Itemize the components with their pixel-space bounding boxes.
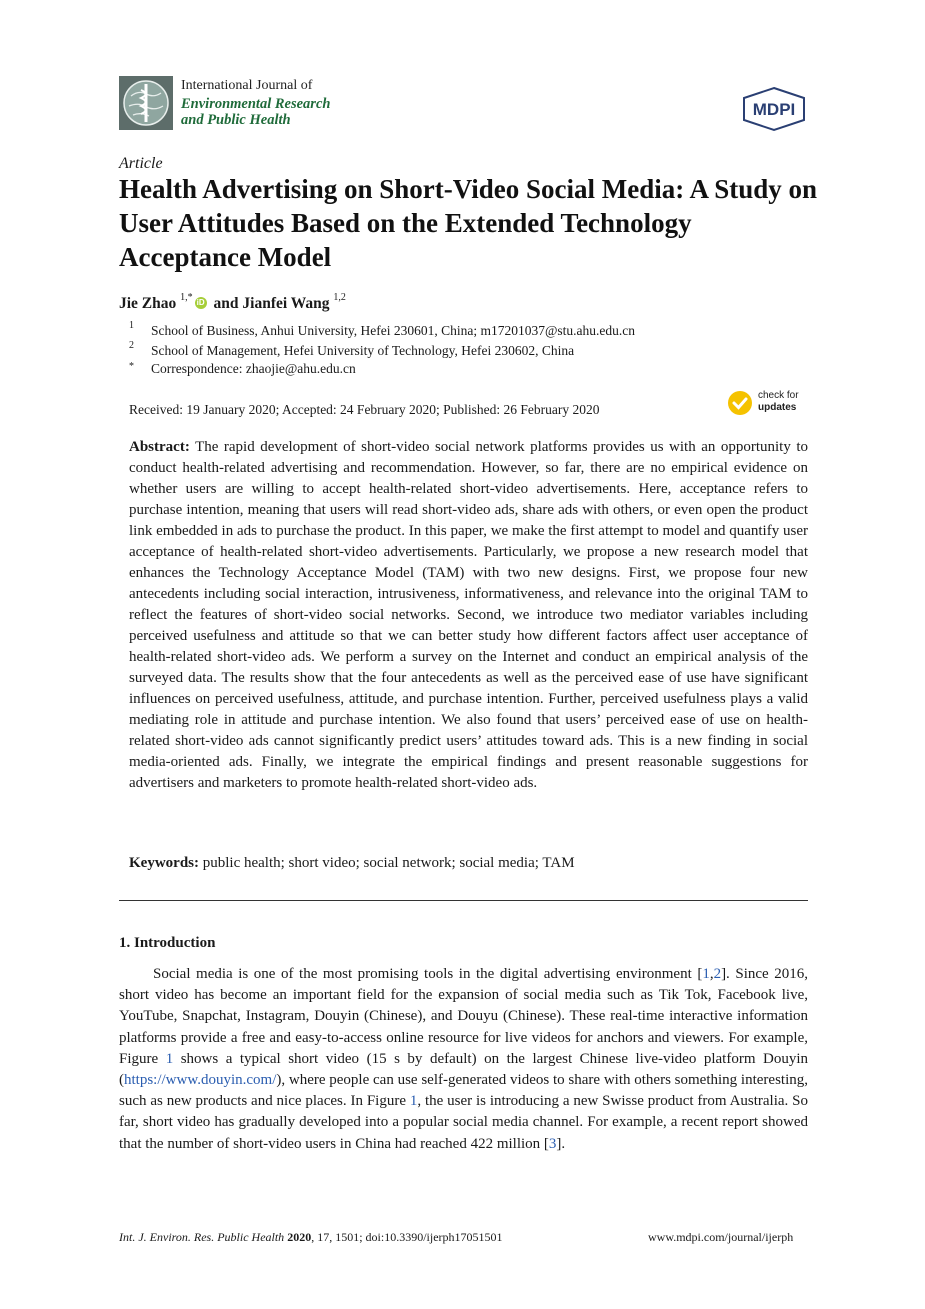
author-conjunction: and xyxy=(213,295,239,313)
checkmark-icon xyxy=(727,390,753,416)
affiliation-text: Correspondence: zhaojie@ahu.edu.cn xyxy=(151,361,356,376)
paragraph-text: ]. xyxy=(556,1135,566,1152)
journal-name-line3: and Public Health xyxy=(181,112,291,128)
journal-name-line1: International Journal of xyxy=(181,78,313,93)
publication-dates: Received: 19 January 2020; Accepted: 24 February 2020; Published: 26 February 2020 xyxy=(129,402,600,417)
author-name: Jie Zhao xyxy=(119,295,177,313)
keywords xyxy=(129,855,808,872)
abstract xyxy=(129,437,808,794)
author-list xyxy=(119,294,346,313)
paragraph-text: , the user is introducing a new Swisse product from Australia. So far, short video has gradually developed into a popular social media channel. For example, a recent report showed that the number of short-video users in China had reached 422 million [ xyxy=(119,1093,808,1152)
citation-link[interactable]: 3 xyxy=(548,1135,557,1152)
footer-journal-url[interactable]: www.mdpi.com/journal/ijerph xyxy=(648,1230,794,1244)
mdpi-logo-text: MDPI xyxy=(752,100,796,119)
check-updates-label-bold: updates xyxy=(758,402,797,413)
figure-link[interactable]: 1 xyxy=(165,1050,174,1067)
footer-year: 2020 xyxy=(287,1230,312,1244)
abstract-label: Abstract: xyxy=(129,439,190,455)
journal-logo-icon xyxy=(119,76,173,130)
footer-journal-abbr: Int. J. Environ. Res. Public Health xyxy=(119,1230,285,1244)
paragraph-text: ), where people can use self-generated videos to share with others something interesting, such as new products and nice places. In Figure xyxy=(119,1072,808,1110)
douyin-url-link[interactable]: https://www.douyin.com/ xyxy=(124,1072,277,1089)
paragraph-text: Social media is one of the most promising tools in the digital advertising environment [ xyxy=(153,966,703,982)
intro-paragraph xyxy=(119,964,808,1155)
abstract-text: The rapid development of short-video social network platforms provides us with an opportunity to conduct health-related advertising and recommendation. However, so far, there are no empirical evidence on whether users are willing to accept health-related short-video advertisements. Here, acceptance refers to purchase intention, meaning that users will read short-video ads, share ads with others, or even open the product link embedded in ads to purchase the product. In this paper, we make the first attempt to model and quantify user acceptance of health-related short-video advertisements. Particularly, we propose a new research model that enhances the Technology Acceptance Model (TAM) with two new designs. First, we propose four new antecedents including social interaction, intrusiveness, informativeness, and relevance into the original TAM to reflect the features of short-video social networks. Second, we introduce two mediator variables including perceived usefulness and attitude so that we can better study how different factors affect user acceptance of health-related short-video ads. We perform a survey on the Internet and conduct an empirical analysis of the surveyed data. The results show that the four antecedents as well as the perceived ease of use have significant influences on perceived usefulness, attitude, and purchase intention. Further, perceived usefulness plays a valid mediating role in attitude and purchase intention. We also found that users’ perceived ease of use on health-related short-video ads cannot significantly predict users’ attitudes toward ads. This is a new finding in social media-oriented ads. Finally, we integrate the empirical findings and present reasonable suggestions for advertisers and marketers to promote health-related short-video ads. xyxy=(129,439,809,791)
affiliation-mark: 2 xyxy=(129,340,134,351)
keywords-label: Keywords: xyxy=(129,855,199,871)
author-name: Jianfei Wang xyxy=(242,295,330,313)
check-updates-button[interactable] xyxy=(727,388,812,418)
mdpi-logo-icon xyxy=(740,86,808,132)
keywords-text: public health; short video; social network; social media; TAM xyxy=(202,855,575,871)
check-updates-label: check for xyxy=(758,390,799,401)
citation-link[interactable]: 1 xyxy=(702,966,710,982)
citation-separator: , xyxy=(709,966,714,982)
paragraph-text: ]. Since 2016, short video has become an important field for the expansion of social media such as Tik Tok, Facebook live, YouTube, Snapchat, Instagram, Douyin (Chinese), and Douyu (Chinese). These real-time interactive information platforms provide a free and easy-to-access online resource for live videos for anchors and viewers. For example, Figure xyxy=(119,966,808,1067)
journal-name-line2: Environmental Research xyxy=(181,96,331,112)
footer-citation-rest: , 17, 1501; doi:10.3390/ijerph17051501 xyxy=(311,1230,503,1244)
affiliation-text: School of Business, Anhui University, Hefei 230601, China; m17201037@stu.ahu.edu.cn xyxy=(151,323,636,338)
affiliation-mark: * xyxy=(129,361,134,372)
paper-title: Health Advertising on Short-Video Social Media: A Study on User Attitudes Based on the Extended Technology Acceptance Model xyxy=(119,174,818,272)
section-heading: 1. Introduction xyxy=(119,935,216,951)
author-affiliation-mark: 1,* xyxy=(180,292,193,303)
affiliation-mark: 1 xyxy=(129,320,134,331)
footer-citation xyxy=(119,1230,503,1245)
figure-link[interactable]: 1 xyxy=(409,1093,418,1110)
section-divider xyxy=(119,900,808,901)
orcid-icon[interactable]: iD xyxy=(196,297,205,307)
article-type: Article xyxy=(119,155,163,172)
paragraph-text: shows a typical short video (15 s by default) on the largest Chinese live-video platform Douyin ( xyxy=(119,1050,809,1089)
citation-link[interactable]: 2 xyxy=(713,966,722,982)
author-affiliation-mark: 1,2 xyxy=(333,292,346,303)
affiliation-text: School of Management, Hefei University of Technology, Hefei 230602, China xyxy=(151,343,575,358)
